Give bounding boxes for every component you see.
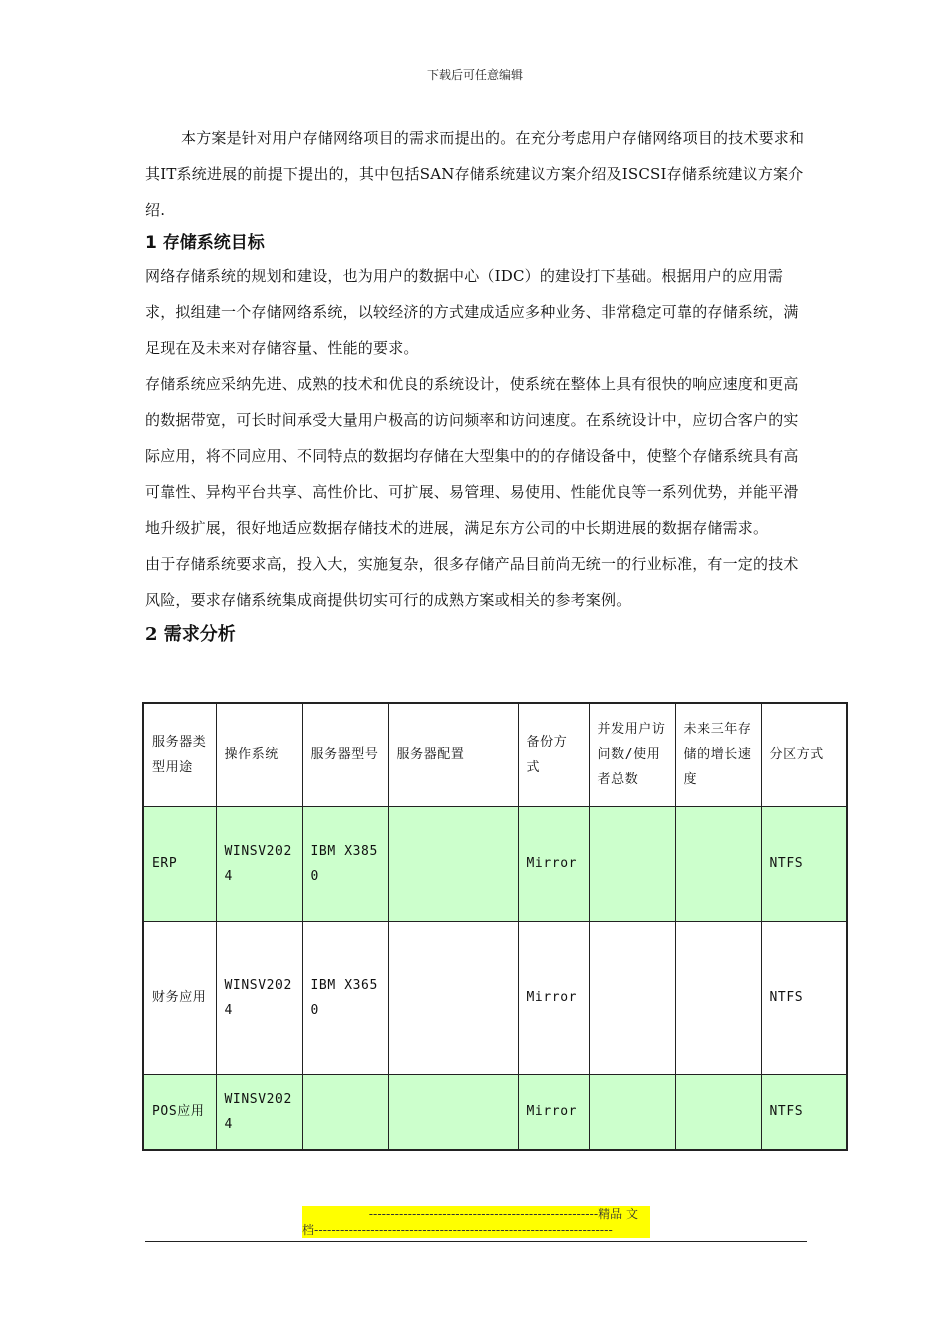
table-header-cell: 操作系统 [216,703,302,806]
table-cell: NTFS [761,806,847,921]
section-1-title: 1 存储系统目标 [145,233,265,253]
table-header-cell: 服务器配置 [388,703,518,806]
table-row [143,921,847,1074]
table-cell: WINSV2024 [216,921,302,1074]
table-header-cell: 备份方式 [518,703,589,806]
table-cell [589,1074,675,1150]
table-cell: Mirror [518,806,589,921]
section-1-paragraph-2: 存储系统应采纳先进、成熟的技术和优良的系统设计，使系统在整体上具有很快的响应速度和更高的数据带宽，可长时间承受大量用户极高的访问频率和访问速度。在系统设计中，应切合客户的实际应用，将不同应用、不同特点的数据均存储在大型集中的的存储设备中，使整个存储系统具有高可靠性、异构平台共享、高性价比、可扩展、易管理、易使用、性能优良等一系列优势，并能平滑地升级扩展，很好地适应数据存储技术的进展，满足东方公司的中长期进展的数据存储需求。 [145,375,799,537]
section-1-paragraph-3: 由于存储系统要求高，投入大，实施复杂，很多存储产品目前尚无统一的行业标准，有一定的技术风险，要求存储系统集成商提供切实可行的成熟方案或相关的参考案例。 [145,555,799,609]
table-cell: 财务应用 [143,921,216,1074]
footer-banner-line-1: -----------------------------------------------------精品 文 [368,1207,638,1221]
table-cell: POS应用 [143,1074,216,1150]
table-cell: ERP [143,806,216,921]
table-cell [302,1074,388,1150]
table-header-cell: 服务器类型用途 [143,703,216,806]
intro-paragraph: 本方案是针对用户存储网络项目的需求而提出的。在充分考虑用户存储网络项目的技术要求和其IT系统进展的前提下提出的，其中包括SAN存储系统建议方案介绍及ISCSI存储系统建议方案介绍. [145,129,805,219]
header-note: 下载后可任意编辑 [426,68,523,82]
table-row [143,1074,847,1150]
table-row [143,806,847,921]
table-cell [388,806,518,921]
table-cell [675,806,761,921]
footer-divider [145,1241,807,1242]
table-cell: NTFS [761,1074,847,1150]
table-header-row [143,703,847,806]
table-cell: WINSV2024 [216,806,302,921]
table-cell [675,1074,761,1150]
table-cell: Mirror [518,1074,589,1150]
section-2-title: 2 需求分析 [145,624,236,645]
table-cell: NTFS [761,921,847,1074]
table-cell [388,1074,518,1150]
requirements-table [142,702,848,1151]
section-1-paragraph-1: 网络存储系统的规划和建设，也为用户的数据中心（IDC）的建设打下基础。根据用户的应用需求，拟组建一个存储网络系统，以较经济的方式建成适应多种业务、非常稳定可靠的存储系统，满足现在及未来对存储容量、性能的要求。 [145,267,799,357]
table-header-cell: 分区方式 [761,703,847,806]
table-cell: IBM X3850 [302,806,388,921]
table-cell [675,921,761,1074]
table-cell: IBM X3650 [302,921,388,1074]
footer-banner-line-2: 档--------------------------------------------------------------------- [302,1223,613,1237]
table-header-cell: 未来三年存储的增长速度 [675,703,761,806]
footer-banner [302,1206,650,1238]
table-cell [589,921,675,1074]
table-cell [388,921,518,1074]
requirements-table-wrap [142,702,848,1151]
table-header-cell: 服务器型号 [302,703,388,806]
table-header-cell: 并发用户访问数/使用者总数 [589,703,675,806]
document-body [145,120,809,652]
table-cell: WINSV2024 [216,1074,302,1150]
table-cell [589,806,675,921]
table-cell: Mirror [518,921,589,1074]
